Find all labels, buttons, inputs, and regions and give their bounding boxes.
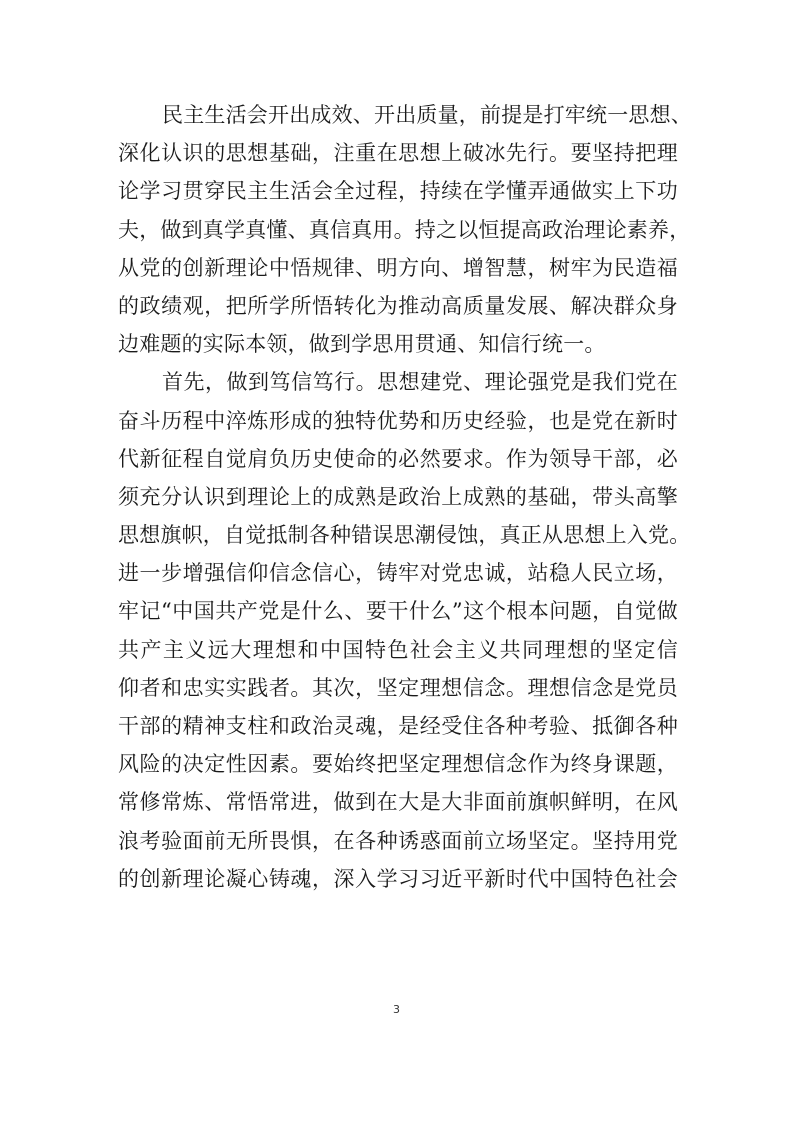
text-line: 的政绩观，把所学所悟转化为推动高质量发展、解决群众身 [118,293,678,318]
text-line: 思想旗帜，自觉抵制各种错误思潮侵蚀，真正从思想上入党。 [118,523,691,548]
page-number: 3 [393,1003,400,1016]
text-line: 牢记“中国共产党是什么、要干什么”这个根本问题，自觉做 [118,599,678,624]
text-line: 仰者和忠实实践者。其次，坚定理想信念。理想信念是党员 [118,675,678,700]
text-line: 风险的决定性因素。要始终把坚定理想信念作为终身课题， [118,752,678,777]
text-line: 浪考验面前无所畏惧，在各种诱惑面前立场坚定。坚持用党 [118,828,678,853]
text-line: 首先，做到笃信笃行。思想建党、理论强党是我们党在 [162,370,678,395]
text-line: 边难题的实际本领，做到学思用贯通、知信行统一。 [118,332,606,357]
text-line: 从党的创新理论中悟规律、明方向、增智慧，树牢为民造福 [118,255,678,280]
body-text [118,96,692,898]
text-line: 民主生活会开出成效、开出质量，前提是打牢统一思想、 [162,103,692,127]
text-line: 须充分认识到理论上的成熟是政治上成熟的基础，带头高擎 [118,484,678,509]
text-line: 深化认识的思想基础，注重在思想上破冰先行。要坚持把理 [118,141,678,166]
text-line: 论学习贯穿民主生活会全过程，持续在学懂弄通做实上下功 [118,179,678,204]
paragraph [118,363,691,898]
text-line: 干部的精神支柱和政治灵魂，是经受住各种考验、抵御各种 [118,714,678,738]
text-line: 的创新理论凝心铸魂，深入学习习近平新时代中国特色社会 [118,866,678,891]
text-line: 奋斗历程中淬炼形成的独特优势和历史经验，也是党在新时 [118,408,678,433]
paragraph [118,96,692,363]
text-line: 共产主义远大理想和中国特色社会主义共同理想的坚定信 [118,637,678,662]
text-line: 常修常炼、常悟常进，做到在大是大非面前旗帜鲜明，在风 [118,790,678,815]
text-line: 代新征程自觉肩负历史使命的必然要求。作为领导干部，必 [118,446,678,471]
text-line: 进一步增强信仰信念信心，铸牢对党忠诚，站稳人民立场， [118,561,678,586]
text-line: 夫，做到真学真懂、真信真用。持之以恒提高政治理论素养， [118,217,691,242]
